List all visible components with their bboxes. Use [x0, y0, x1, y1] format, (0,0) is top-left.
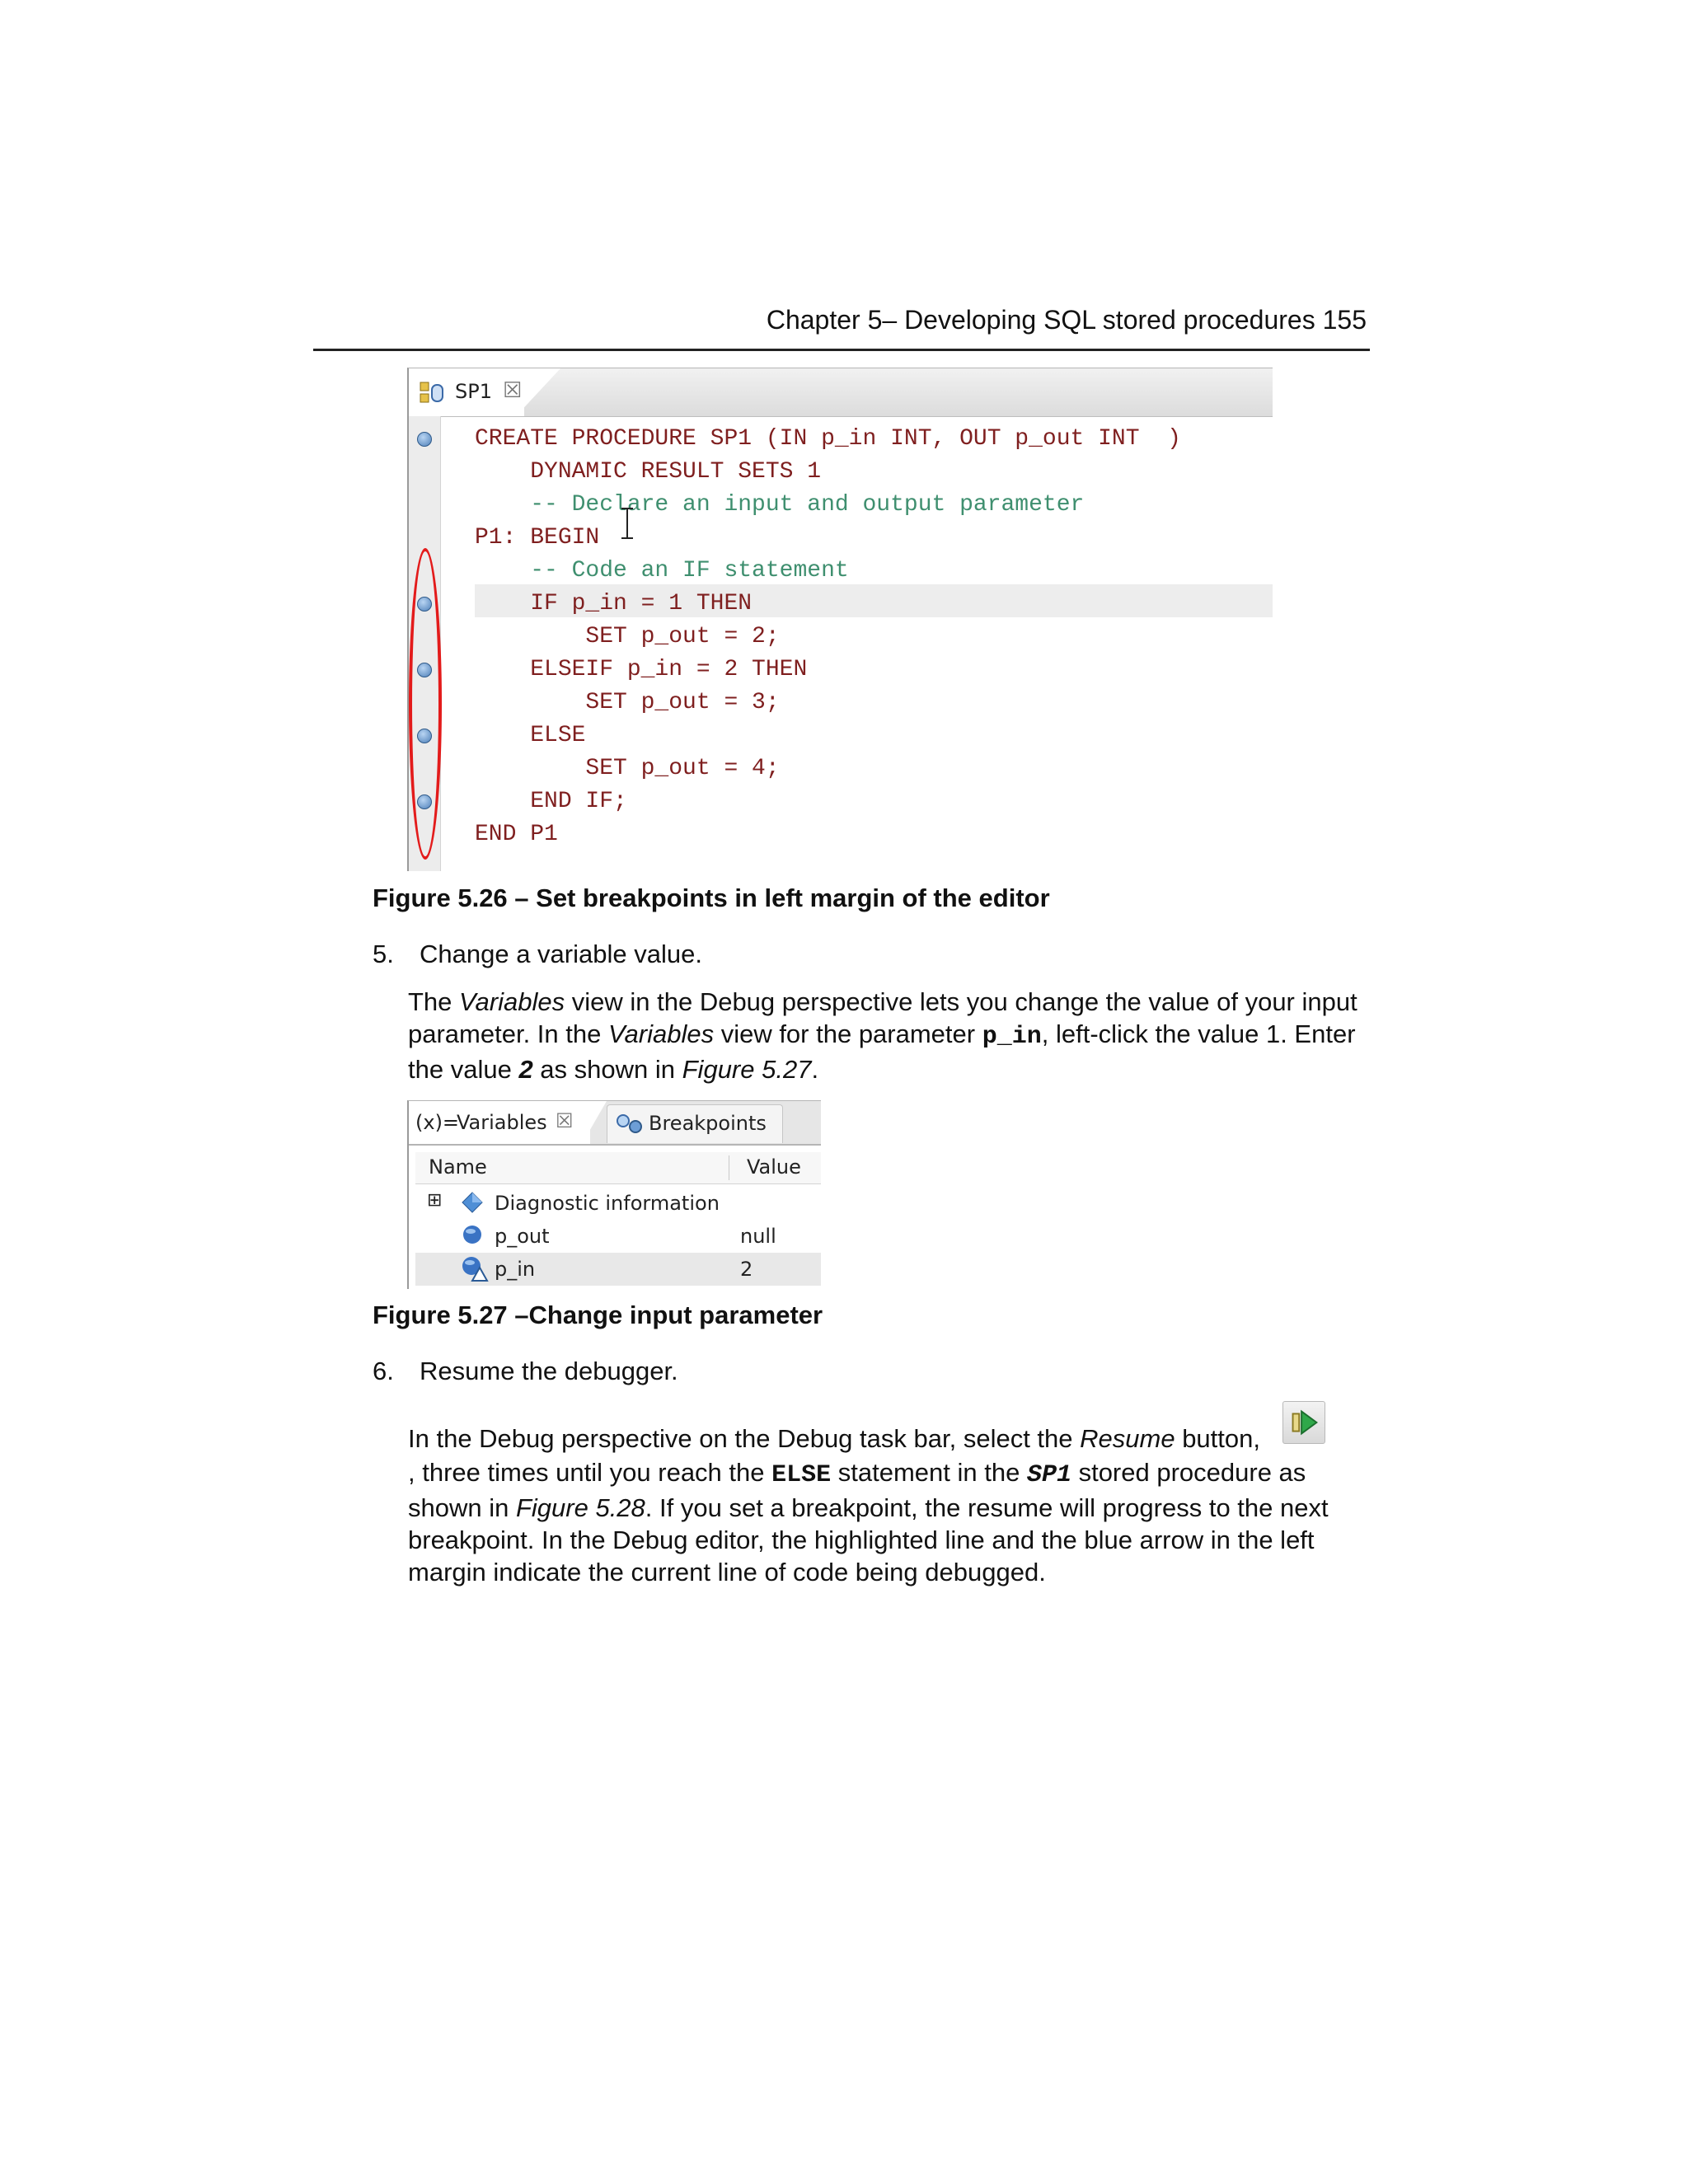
- text-run: button,: [1175, 1424, 1260, 1453]
- breakpoint-icon[interactable]: [417, 432, 432, 447]
- code-line[interactable]: SET p_out = 4;: [475, 756, 780, 781]
- table-row[interactable]: [415, 1187, 821, 1220]
- text-run: p_in: [982, 1023, 1042, 1051]
- sql-editor[interactable]: [407, 368, 1273, 871]
- text-run: , left-click the value 1. Enter the value: [408, 1019, 1356, 1084]
- text-run: as shown in: [532, 1055, 682, 1084]
- tab-breakpoints[interactable]: [607, 1104, 783, 1143]
- table-row[interactable]: [415, 1220, 821, 1253]
- text-run: .: [811, 1055, 819, 1084]
- variables-view[interactable]: [407, 1100, 821, 1289]
- editor-tab-label: SP1: [455, 380, 492, 403]
- step6-paragraph-line: [408, 1424, 1260, 1454]
- text-run: Resume: [1080, 1424, 1175, 1453]
- breakpoints-icon: [616, 1113, 644, 1135]
- text-cursor-icon: [618, 507, 636, 540]
- code-line[interactable]: ELSE: [475, 723, 586, 748]
- text-run: ELSE: [771, 1461, 832, 1489]
- variable-value[interactable]: null: [740, 1225, 776, 1248]
- variable-changed-icon: [462, 1256, 490, 1282]
- variable-name: p_out: [495, 1225, 550, 1248]
- header-rule: [313, 349, 1370, 351]
- code-line[interactable]: END IF;: [475, 789, 627, 814]
- close-icon[interactable]: ☒: [556, 1109, 574, 1132]
- editor-tab-edge: [516, 368, 560, 416]
- expand-icon[interactable]: ⊞: [427, 1190, 443, 1211]
- code-line[interactable]: DYNAMIC RESULT SETS 1: [475, 459, 822, 485]
- step6-paragraph: [408, 1456, 1364, 1588]
- figure-caption-5-26: Figure 5.26 – Set breakpoints in left margin of the editor: [373, 883, 1050, 912]
- breakpoint-icon[interactable]: [417, 597, 432, 612]
- table-row[interactable]: [415, 1253, 821, 1286]
- text-run: Figure 5.27: [682, 1055, 812, 1084]
- red-annotation-ellipse: [409, 548, 442, 860]
- variable-name: Diagnostic information: [495, 1192, 720, 1215]
- tab-edge: [582, 1101, 607, 1144]
- text-run: 2: [518, 1055, 533, 1084]
- text-run: SP1: [1026, 1461, 1071, 1489]
- variable-name: p_in: [495, 1258, 536, 1281]
- column-header-name[interactable]: Name: [429, 1155, 487, 1179]
- step-title: Change a variable value.: [420, 940, 702, 968]
- code-line[interactable]: -- Declare an input and output parameter: [475, 492, 1085, 518]
- tab-label: Breakpoints: [649, 1112, 767, 1135]
- table-header: [415, 1152, 821, 1184]
- variables-icon: (x)=: [415, 1111, 460, 1134]
- text-run: , three times until you reach the: [408, 1458, 772, 1487]
- text-run: In the Debug perspective on the Debug task bar, select the: [408, 1424, 1081, 1453]
- breakpoint-icon[interactable]: [417, 729, 432, 743]
- step-title: Resume the debugger.: [420, 1357, 678, 1385]
- diagnostic-icon: [462, 1192, 483, 1213]
- step-number: 5.: [373, 940, 394, 968]
- step-number: 6.: [373, 1357, 394, 1385]
- code-line[interactable]: CREATE PROCEDURE SP1 (IN p_in INT, OUT p_out INT ): [475, 426, 1181, 452]
- figure-caption-5-27: Figure 5.27 –Change input parameter: [373, 1301, 823, 1329]
- resume-icon: [1282, 1401, 1325, 1444]
- code-line[interactable]: -- Code an IF statement: [475, 558, 849, 583]
- column-header-value[interactable]: Value: [747, 1155, 801, 1179]
- code-line[interactable]: SET p_out = 3;: [475, 690, 780, 715]
- text-run: stored procedure as shown in: [408, 1458, 1306, 1522]
- code-line[interactable]: SET p_out = 2;: [475, 624, 780, 649]
- code-line[interactable]: END P1: [475, 822, 558, 847]
- variable-value[interactable]: 2: [740, 1258, 753, 1281]
- text-run: The: [408, 987, 460, 1016]
- code-line[interactable]: ELSEIF p_in = 2 THEN: [475, 657, 808, 682]
- text-run: view for the parameter: [714, 1019, 982, 1048]
- code-line[interactable]: P1: BEGIN: [475, 525, 600, 551]
- code-line[interactable]: IF p_in = 1 THEN: [475, 591, 753, 616]
- text-run: view in the Debug perspective lets you change the value of your input parameter. In the: [408, 987, 1357, 1048]
- text-run: Variables: [459, 987, 565, 1016]
- tab-label: Variables: [457, 1111, 547, 1134]
- text-run: Figure 5.28: [515, 1493, 645, 1522]
- text-run: Variables: [607, 1019, 715, 1048]
- text-run: . If you set a breakpoint, the resume will progress to the next breakpoint. In the Debug editor, the highlighted line and the blue arrow in the left margin indicate the current line of code being debugged.: [408, 1493, 1329, 1586]
- step5-paragraph: [408, 986, 1381, 1085]
- variable-icon: [462, 1225, 483, 1246]
- breakpoint-icon[interactable]: [417, 663, 432, 677]
- breakpoint-icon[interactable]: [417, 794, 432, 809]
- close-icon[interactable]: ☒: [503, 378, 523, 403]
- running-header: Chapter 5– Developing SQL stored procedures 155: [766, 305, 1367, 335]
- sql-file-icon: [419, 380, 445, 406]
- tab-variables[interactable]: [409, 1101, 590, 1144]
- text-run: statement in the: [831, 1458, 1027, 1487]
